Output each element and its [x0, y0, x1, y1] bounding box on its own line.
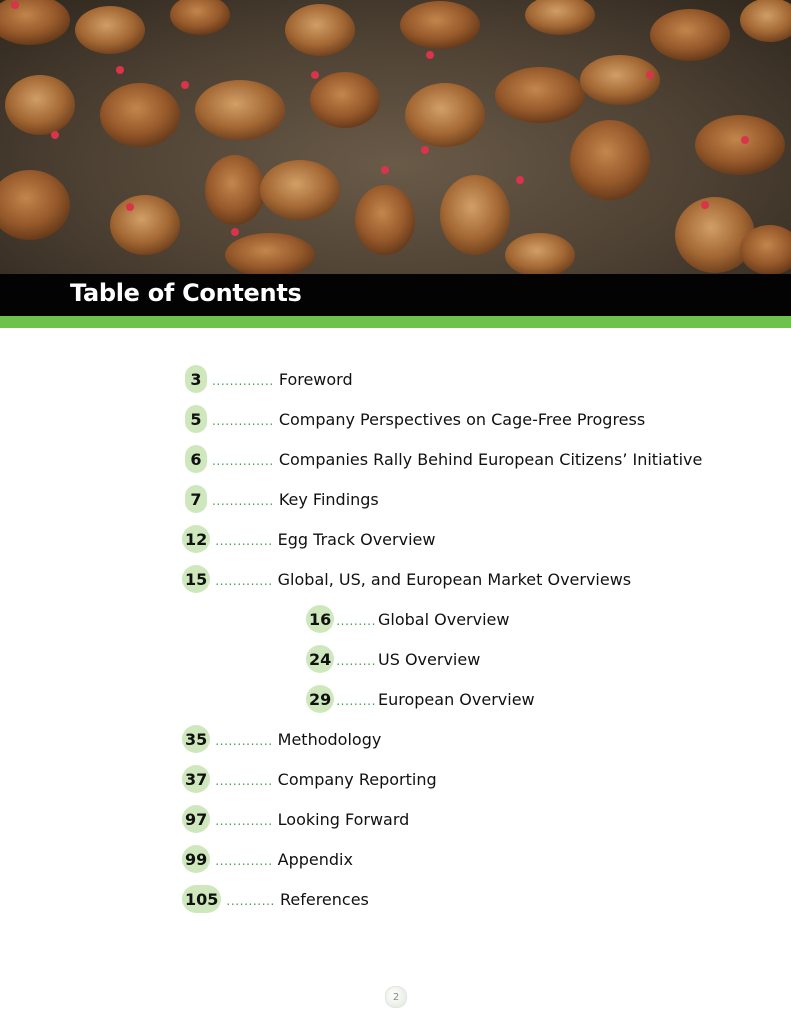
toc-leader-dots: .............: [215, 854, 273, 868]
hens-illustration: [0, 0, 791, 274]
toc-page-number: 37: [182, 765, 210, 793]
toc-label: Company Perspectives on Cage-Free Progress: [278, 409, 646, 429]
toc-page-number: 15: [182, 565, 210, 593]
toc-leader-dots: .............: [215, 574, 273, 588]
toc-leader-dots: .........: [336, 654, 376, 668]
toc-subitem-global-overview[interactable]: [306, 604, 509, 634]
toc-subitem-european-overview[interactable]: [306, 684, 535, 714]
toc-leader-dots: .............: [215, 734, 273, 748]
toc-item-market-overviews[interactable]: [182, 564, 631, 594]
page-title: Table of Contents: [70, 279, 302, 307]
toc-item-company-perspectives[interactable]: [185, 404, 645, 434]
toc-label: Methodology: [277, 729, 382, 749]
toc-page-number: 7: [185, 485, 207, 513]
toc-page-number: 29: [306, 685, 334, 713]
toc-leader-dots: .............: [215, 814, 273, 828]
toc-item-key-findings[interactable]: [185, 484, 379, 514]
toc-page-number: 12: [182, 525, 210, 553]
toc-label: Egg Track Overview: [277, 529, 436, 549]
toc-item-egg-track-overview[interactable]: [182, 524, 435, 554]
toc-leader-dots: ..............: [212, 494, 274, 508]
toc-leader-dots: .........: [336, 694, 376, 708]
toc-label: Looking Forward: [277, 809, 410, 829]
toc-item-methodology[interactable]: [182, 724, 381, 754]
toc-leader-dots: ..............: [212, 374, 274, 388]
toc-label: European Overview: [378, 689, 535, 709]
title-bar: [0, 274, 791, 316]
toc-item-foreword[interactable]: [185, 364, 353, 394]
toc-page-number: 3: [185, 365, 207, 393]
toc-page-number: 99: [182, 845, 210, 873]
toc-page-number: 105: [182, 885, 221, 913]
toc-item-appendix[interactable]: [182, 844, 353, 874]
toc-label: Global, US, and European Market Overviews: [277, 569, 632, 589]
toc-label: Foreword: [278, 369, 353, 389]
toc-leader-dots: ...........: [226, 894, 275, 908]
toc-leader-dots: ..............: [212, 414, 274, 428]
toc-page-number: 35: [182, 725, 210, 753]
page-number-egg: 2: [385, 986, 407, 1008]
toc-leader-dots: .............: [215, 534, 273, 548]
toc-leader-dots: .............: [215, 774, 273, 788]
toc-leader-dots: .........: [336, 614, 376, 628]
toc-page-number: 16: [306, 605, 334, 633]
toc-item-company-reporting[interactable]: [182, 764, 437, 794]
toc-item-references[interactable]: [182, 884, 369, 914]
toc-page-number: 5: [185, 405, 207, 433]
toc-page-number: 24: [306, 645, 334, 673]
toc-label: References: [279, 889, 369, 909]
toc-label: Company Reporting: [277, 769, 437, 789]
toc-label: Companies Rally Behind European Citizens’ Initiative: [278, 449, 703, 469]
toc-page-number: 6: [185, 445, 207, 473]
toc-item-looking-forward[interactable]: [182, 804, 409, 834]
green-accent-bar: [0, 316, 791, 328]
toc-leader-dots: ..............: [212, 454, 274, 468]
hero-photo: [0, 0, 791, 274]
toc-item-companies-rally[interactable]: [185, 444, 702, 474]
toc-label: Global Overview: [378, 609, 510, 629]
toc-label: US Overview: [378, 649, 481, 669]
toc-subitem-us-overview[interactable]: [306, 644, 480, 674]
toc-label: Key Findings: [278, 489, 379, 509]
toc-page-number: 97: [182, 805, 210, 833]
toc-label: Appendix: [277, 849, 353, 869]
